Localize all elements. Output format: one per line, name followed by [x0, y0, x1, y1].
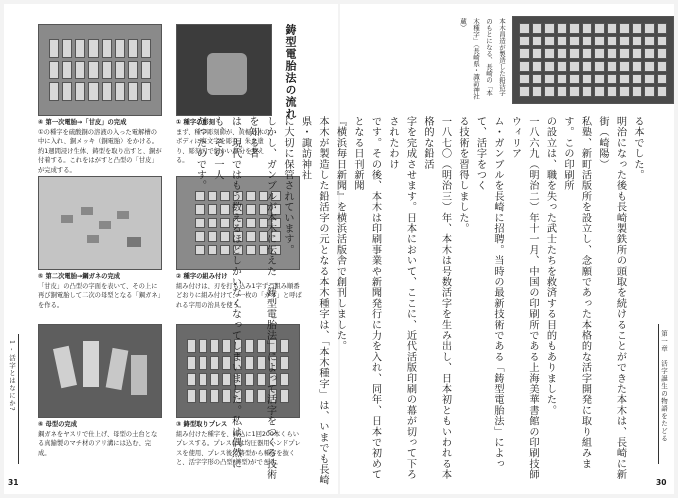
body-column: の設立は、職を失った武士たちを救済する目的もありました。 [544, 116, 556, 416]
body-column: だったのです。 [194, 116, 206, 191]
section-title: 鋳型電胎法の流れ [284, 24, 297, 120]
body-column: 一八七〇（明治三）年、本木は号数活字を生み出し、日本初ともいわれる本格的な鉛活 [422, 116, 451, 480]
caption-text: 組み付けは、刃を打ち込み1字ずつ組み順番どおりに組み付けて、一枚の「ガネ」と呼ばれる字用の治具を使う。 [176, 282, 302, 309]
caption-text: 鋼ガネをヤスリで仕上げ、母型の土台となる真鍮製のマチ材のアリ溝には込む、完成。 [38, 430, 158, 457]
page-number: 31 [8, 478, 19, 487]
body-column: 私塾、新町活版所を設立し、念願であった本格的な活字開発に取り組みます。この印刷所 [562, 116, 591, 470]
photo-finished-matrices [38, 324, 162, 418]
caption-title: ③ 鋳型取りプレス [176, 421, 228, 428]
body-column: 『横浜毎日新聞』を横浜活版舎で創刊しました。 [334, 116, 346, 352]
caption-text: 「甘皮」の凸型の字面を表いて、その上に再び銅電胎して二次の母型となる「鋼ガネ」を作る。 [38, 282, 161, 309]
caption-title: ⑤ 第二次電胎→鋼ガネの完成 [38, 273, 121, 280]
running-head: 第一章 活字誕生の物語をたどる [660, 330, 668, 443]
body-column: ム・ガンブルを長崎に招聘。当時の最新技術である「鋳型電胎法」によって、活字をつく [474, 116, 503, 470]
photo-seed-carving [176, 24, 272, 116]
photo-caption [38, 118, 162, 175]
photo-caption: 本木昌造が製造した鉛活字のもとになる、長崎の「本木種字」（長崎県・諏訪神社蔵） [459, 18, 506, 100]
body-column: 本木が製造した鉛活字の元となる本木種字は、「本木種字」は、いまでも長崎県・諏訪神社 [299, 116, 328, 486]
running-head-rule [658, 324, 659, 464]
photo-caption [38, 272, 162, 310]
photo-motoki-type-seeds [512, 16, 674, 104]
body-column: 一八六九（明治二）年十一月、中国の印刷所である上海美華書館の印刷技師ウィリア [509, 116, 538, 480]
caption-text: ①の種字を硫酸銅の溶液の入った電解槽の中に入れ、銅メッキ（銅電胎）をかける。約1週間浸け生体、鋳型を取り出すと、銅が付着する。これをはがすと凸型の「甘皮」が完成する。 [38, 128, 162, 174]
body-column: 字を完成させます。日本において、ここに、近代活版印刷の幕が切って下ろされたわけ [387, 116, 416, 480]
caption-title: ⑥ 母型の完成 [38, 421, 78, 428]
running-head: 1 - 活字とはなにか? [8, 340, 16, 412]
photo-caption [38, 420, 162, 458]
page-number: 30 [656, 478, 667, 487]
body-column: です。その後、本木は印刷事業や新聞発行に力を入れ、同年、日本で初めてとなる日刊新聞 [352, 116, 381, 480]
body-column: 明治になった後も長崎製鉄所の頭取を続けることができた本木は、長崎に新街（崎陽） [597, 116, 626, 480]
body-column: は、現代ではもう数えるほどしかいなくなってしまいました。私は偶然にも、その一人 [212, 116, 241, 470]
photo-matrix-pieces [38, 176, 162, 270]
caption-text: 組み付けた種字を、鋳込に1回200本くらいプレスする。プレスには均圧器用ハンドプレスを使用、プレス後に鋳型から種字を抜くと、活字字形の凸型(鋳型)ができる。 [176, 430, 301, 466]
running-head-rule [18, 334, 19, 464]
photo-kanegane-plate [38, 24, 162, 116]
caption-title: ② 種字の組み付け [176, 273, 228, 280]
body-column: る本でした。 [632, 116, 643, 181]
caption-text: まず、種字彫刻師が、黄楊の木のボディに裏文字を彫り、朱を塗り、彫刻刀で細かい部分を整える。 [176, 128, 270, 164]
caption-title: ① 種字の彫刻 [176, 119, 216, 126]
body-column: に大切に保管されています。 [282, 116, 293, 256]
caption-title: ④ 第一次電胎→「甘皮」の完成 [38, 119, 127, 126]
body-column: しかし、ガンブルが本木に伝えた「鋳型電胎法」によって活字をつくる技術を知る者 [247, 116, 276, 480]
body-column: る技術を習得しました。 [457, 116, 468, 234]
